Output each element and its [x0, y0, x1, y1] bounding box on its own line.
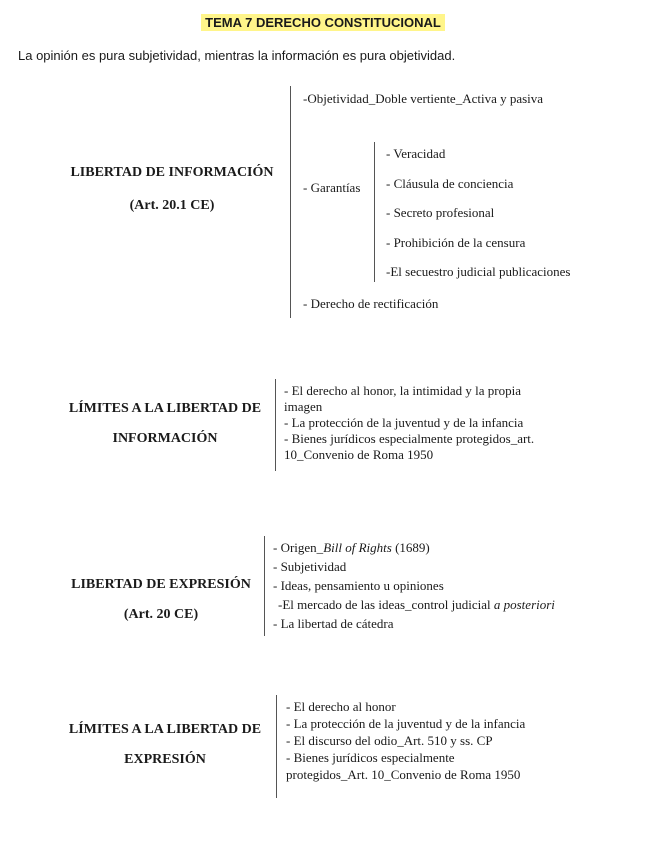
- section-4-bracket: [276, 695, 277, 798]
- intro-sentence: La opinión es pura subjetividad, mientras la información es pura objetividad.: [18, 48, 456, 63]
- section-2-bracket: [275, 379, 276, 471]
- section-3-item-2: - Subjetividad: [273, 559, 347, 574]
- bill-of-rights-text: Bill of Rights: [323, 540, 392, 555]
- section-1-item-2: - Garantías: [303, 180, 361, 195]
- section-3-bracket: [264, 536, 265, 636]
- title-highlight: TEMA 7 DERECHO CONSTITUCIONAL: [201, 14, 445, 31]
- section-1-item-3: - Derecho de rectificación: [303, 296, 439, 311]
- section-4-item-1: - El derecho al honor: [286, 699, 396, 714]
- section-1-bracket: [290, 86, 291, 318]
- guarantees-bracket: [374, 142, 375, 282]
- guarantee-item-2: - Cláusula de conciencia: [386, 176, 514, 191]
- a-posteriori-text: a posteriori: [493, 597, 555, 612]
- section-2-item-1: - El derecho al honor, la intimidad y la propia: [284, 383, 522, 398]
- section-2-heading: LÍMITES A LA LIBERTAD DE: [68, 401, 262, 416]
- section-2-subheading: INFORMACIÓN: [112, 431, 218, 446]
- section-3-subheading: (Art. 20 CE): [123, 607, 199, 622]
- section-2-item-1-cont: imagen: [284, 399, 323, 414]
- section-3-item-1: [273, 540, 430, 556]
- guarantee-item-5: -El secuestro judicial publicaciones: [386, 264, 571, 279]
- guarantee-item-4: - Prohibición de la censura: [386, 235, 526, 250]
- section-2-item-2: - La protección de la juventud y de la infancia: [284, 415, 524, 430]
- section-4-item-3: - El discurso del odio_Art. 510 y ss. CP: [286, 733, 493, 748]
- section-3-item-1-prefix: - Origen_: [273, 540, 324, 555]
- section-3-item-1-suffix: (1689): [391, 540, 430, 555]
- section-2-item-3-cont: 10_Convenio de Roma 1950: [284, 447, 434, 462]
- section-3-item-4-text: -El mercado de las ideas_control judicial: [278, 597, 494, 612]
- section-3-item-5: - La libertad de cátedra: [273, 616, 394, 631]
- guarantee-item-3: - Secreto profesional: [386, 205, 495, 220]
- section-1-heading: LIBERTAD DE INFORMACIÓN: [70, 165, 274, 180]
- section-2-item-3: - Bienes jurídicos especialmente protegidos_art.: [284, 431, 535, 446]
- section-4-item-4-cont: protegidos_Art. 10_Convenio de Roma 1950: [286, 767, 521, 782]
- section-1-item-1: -Objetividad_Doble vertiente_Activa y pasiva: [303, 91, 544, 106]
- section-3-item-3: - Ideas, pensamiento u opiniones: [273, 578, 444, 593]
- section-4-heading: LÍMITES A LA LIBERTAD DE: [68, 722, 262, 737]
- section-4-item-2: - La protección de la juventud y de la infancia: [286, 716, 526, 731]
- section-3-heading: LIBERTAD DE EXPRESIÓN: [71, 577, 251, 592]
- section-3-item-4: [278, 597, 555, 613]
- section-4-item-4: - Bienes jurídicos especialmente: [286, 750, 455, 765]
- section-1-subheading: (Art. 20.1 CE): [129, 198, 215, 213]
- guarantee-item-1: - Veracidad: [386, 146, 446, 161]
- document-title: [0, 15, 646, 30]
- section-4-subheading: EXPRESIÓN: [124, 752, 206, 767]
